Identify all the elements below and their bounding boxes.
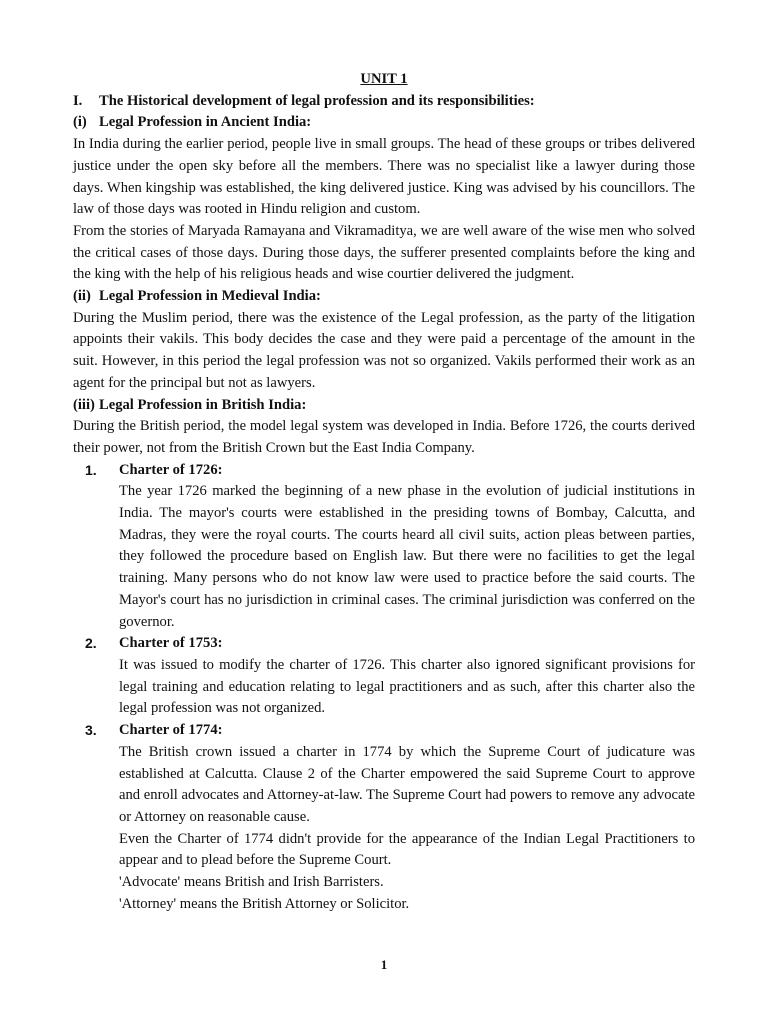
charter-paragraph: 'Advocate' means British and Irish Barristers. bbox=[119, 874, 384, 891]
charter-paragraph: Even the Charter of 1774 didn't provide for the appearance of the Indian Legal Practitioners to appear and to plead before the Supreme Court. bbox=[119, 830, 695, 869]
charter-heading bbox=[73, 460, 695, 482]
charter-heading bbox=[73, 720, 695, 742]
section-number: (iii) bbox=[73, 396, 95, 413]
section-title: Legal Profession in Ancient India: bbox=[99, 114, 312, 131]
charter-title: Charter of 1753: bbox=[119, 635, 223, 652]
main-heading-text: The Historical development of legal profession and its responsibilities: bbox=[99, 92, 535, 109]
charter-title: Charter of 1774: bbox=[119, 722, 223, 739]
main-heading-number: I. bbox=[73, 92, 83, 109]
charter-number: 3. bbox=[85, 722, 97, 739]
paragraph: From the stories of Maryada Ramayana and Vikramaditya, we are well aware of the wise men who solved the critical cases of those days. During those days, the sufferer presented complaints before the king and the king with the help of his religious heads and wise courtier delivered the judgment. bbox=[73, 222, 695, 283]
page-number: 1 bbox=[380, 957, 388, 972]
main-heading bbox=[73, 91, 695, 113]
charter-1774 bbox=[73, 720, 695, 915]
section-title: Legal Profession in British India: bbox=[99, 396, 307, 413]
section-heading-british bbox=[73, 395, 695, 417]
section-heading-ancient bbox=[73, 112, 695, 134]
charter-1753 bbox=[73, 633, 695, 720]
charter-paragraph: 'Attorney' means the British Attorney or Solicitor. bbox=[119, 895, 410, 912]
charter-paragraph: The British crown issued a charter in 1774 by which the Supreme Court of judicature was established at Calcutta. Clause 2 of the Charter empowered the said Supreme Court to approve and enroll advocates and Attorney-at-law. The Supreme Court had powers to remove any advocate or Attorney on reasonable cause. bbox=[119, 743, 695, 825]
section-title: Legal Profession in Medieval India: bbox=[99, 288, 321, 305]
unit-title: UNIT 1 bbox=[360, 71, 408, 87]
charter-1726 bbox=[73, 460, 695, 634]
charter-paragraph: It was issued to modify the charter of 1726. This charter also ignored significant provisions for legal training and education relating to legal practitioners and as such, after this charter also the legal profession was not organized. bbox=[119, 656, 695, 717]
document-content bbox=[73, 69, 695, 915]
paragraph: During the British period, the model legal system was developed in India. Before 1726, the courts derived their power, not from the British Crown but the East India Company. bbox=[73, 418, 695, 456]
section-number: (i) bbox=[73, 114, 87, 131]
section-heading-medieval bbox=[73, 286, 695, 308]
paragraph: During the Muslim period, there was the existence of the Legal profession, as the party of the litigation appoints their vakils. This body decides the case and they were paid a percentage of the amount in the suit. However, in this period the legal profession was not so organized. Vakils performed their work as an agent for the principal but not as lawyers. bbox=[73, 309, 695, 391]
paragraph: In India during the earlier period, people live in small groups. The head of these groups or tribes delivered justice under the open sky before all the members. There was no specialist like a lawyer during those days. When kingship was established, the king delivered justice. King was advised by his councillors. The law of those days was rooted in Hindu religion and custom. bbox=[73, 136, 695, 218]
charter-number: 2. bbox=[85, 635, 97, 652]
section-number: (ii) bbox=[73, 288, 91, 305]
charter-paragraph: The year 1726 marked the beginning of a new phase in the evolution of judicial institutions in India. The mayor's courts were established in the presiding towns of Bombay, Calcutta, and Madras, they were the royal courts. The courts heard all civil suits, action pleas between parties, they followed the procedure based on English law. But there were no facilities to get the legal training. Many persons who do not know law were used to practice before the said courts. The Mayor's court has no jurisdiction in criminal cases. The criminal jurisdiction was conferred on the governor. bbox=[119, 483, 695, 630]
charter-number: 1. bbox=[85, 461, 97, 478]
charter-title: Charter of 1726: bbox=[119, 461, 223, 478]
charter-heading bbox=[73, 633, 695, 655]
